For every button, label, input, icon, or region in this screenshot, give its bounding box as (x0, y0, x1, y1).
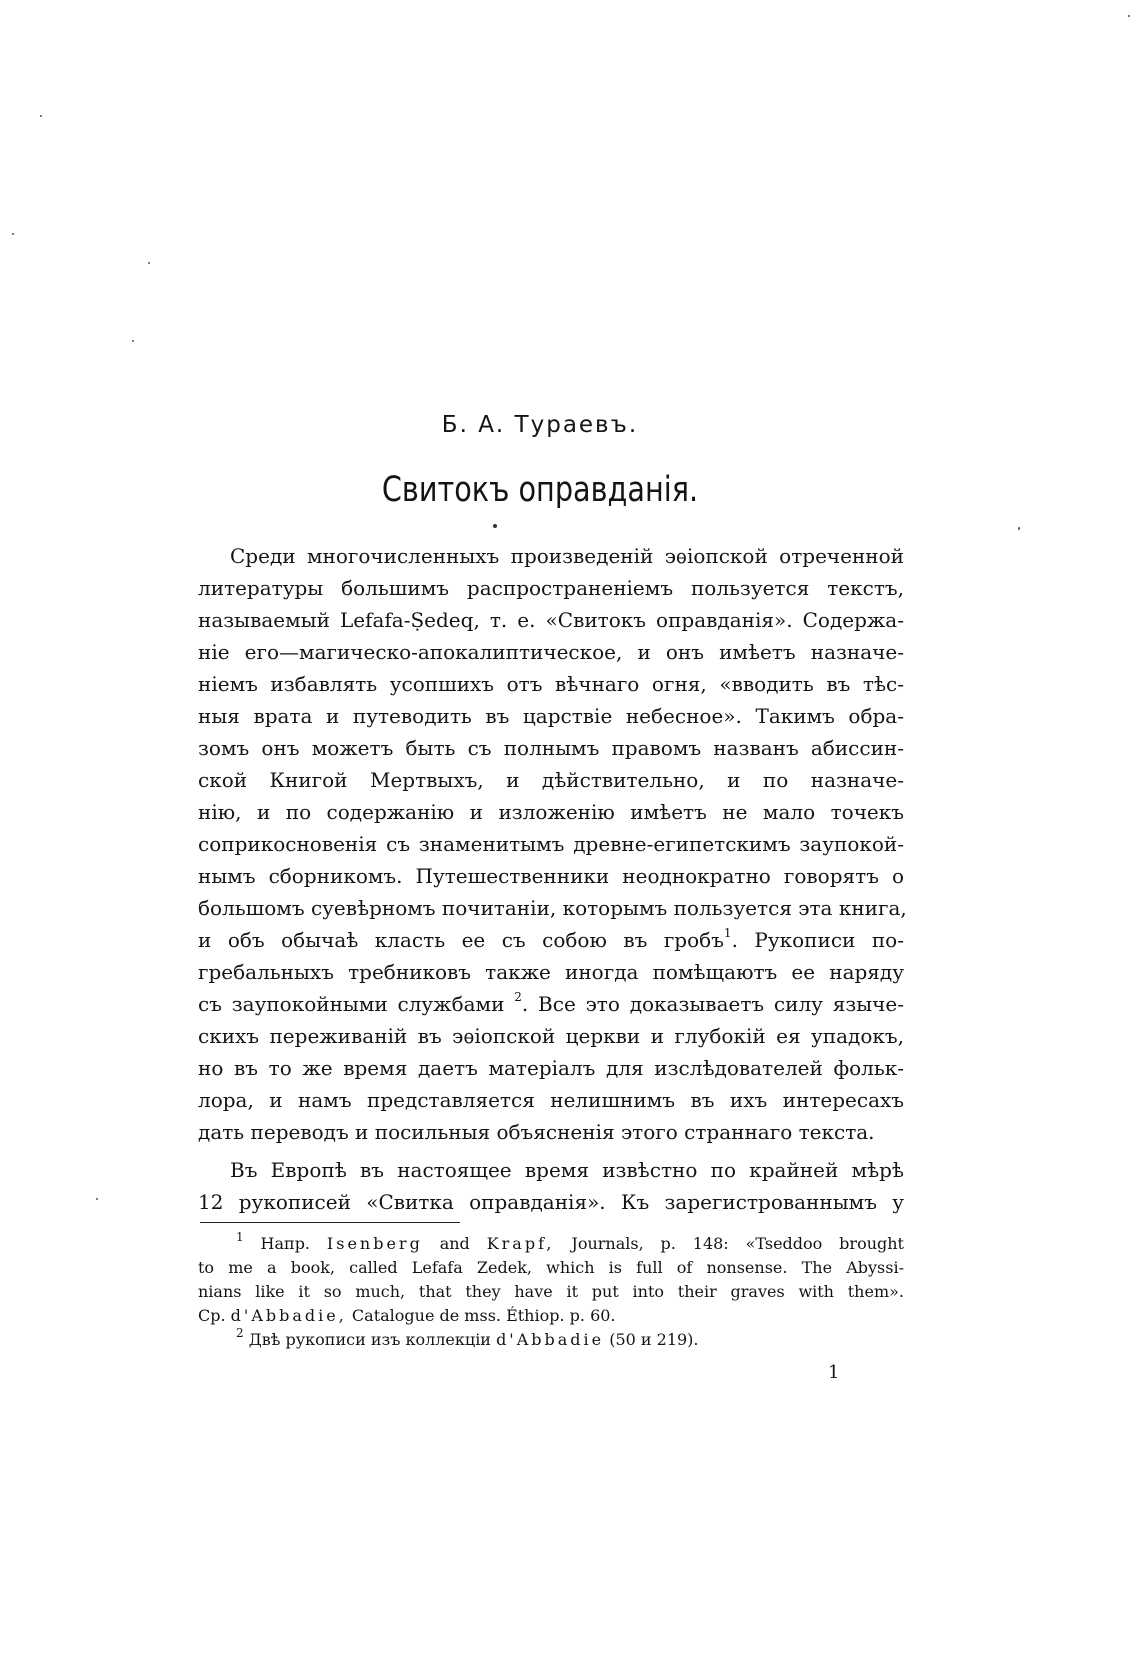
body-line-part: съ заупокойными службами (198, 992, 505, 1016)
body-line: соприкосновенія съ знаменитымъ древне-египетскимъ заупокой- (198, 832, 904, 856)
scan-speck (132, 340, 134, 342)
scan-speck (1128, 15, 1130, 17)
page-number: 1 (828, 1362, 840, 1383)
footnote-text: Двѣ рукописи изъ коллекціи (248, 1330, 491, 1349)
footnote-author: d'Abbadie (496, 1330, 605, 1349)
footnote-ref-2: 2 (514, 990, 522, 1005)
body-line: ніемъ избавлять усопшихъ отъ вѣчнаго огня, «вводить въ тѣс- (198, 672, 904, 696)
body-line: нію, и по содержанію и изложенію имѣетъ не мало точекъ (198, 800, 904, 824)
footnote-1-line: to me a book, called Lefafa Zedek, which is full of nonsense. The Abyssi- (198, 1258, 904, 1277)
body-line: но въ то же время даетъ матеріалъ для изслѣдователей фольк- (198, 1056, 904, 1080)
body-line: ской Книгой Мертвыхъ, и дѣйствительно, и по назначе- (198, 768, 904, 792)
scan-speck (148, 262, 150, 264)
body-line-part: . Все это доказываетъ силу язычe- (521, 992, 904, 1016)
body-line: ныя врата и путеводить въ царствіе небесное». Такимъ обра- (198, 704, 904, 728)
body-line: 12 рукописей «Свитка оправданія». Къ зарегистрованнымъ у (198, 1190, 904, 1214)
footnote-text: Journals, p. 148: «Tseddoo brought (571, 1234, 904, 1253)
body-line: большомъ суевѣрномъ почитаніи, которымъ пользуется эта книга, (198, 896, 907, 920)
footnote-1-line (198, 1304, 904, 1328)
footnote-author: Krapf, (486, 1234, 555, 1253)
scan-speck (1018, 527, 1020, 530)
footnote-author: Isenberg (326, 1234, 423, 1253)
footnote-ref-1: 1 (723, 926, 732, 941)
body-line: Среди многочисленныхъ произведеній эѳіопской отреченной (230, 544, 904, 568)
body-line: гребальныхъ требниковъ также иногда помѣщаютъ ее наряду (198, 960, 904, 984)
footnote-text: Catalogue de mss. Éthiop. p. 60. (351, 1306, 616, 1325)
body-line-with-footnote-ref (198, 924, 904, 956)
footnote-1-line (198, 1229, 904, 1256)
footnote-text: and (439, 1234, 470, 1253)
scan-speck (40, 115, 42, 117)
body-line-part: . Рукописи по- (731, 928, 904, 952)
footnotes (198, 1229, 904, 1352)
body-line: Въ Европѣ въ настоящее время извѣстно по крайней мѣрѣ (230, 1158, 904, 1182)
footnote-author: d'Abbadie, (230, 1306, 347, 1325)
scan-speck (96, 1198, 98, 1200)
footnote-text: Cp. (198, 1306, 226, 1325)
body-line: нымъ сборникомъ. Путешественники неоднократно говорятъ о (198, 864, 904, 888)
footnote-text: Напр. (260, 1234, 311, 1253)
body-paragraphs (198, 540, 907, 1218)
ornament-dot (493, 524, 497, 528)
body-line: зомъ онъ можетъ быть съ полнымъ правомъ названъ абиссин- (198, 736, 904, 760)
footnote-text: (50 и 219). (609, 1330, 699, 1349)
body-line-with-footnote-ref (198, 988, 904, 1020)
footnote-marker-1: 1 (236, 1229, 244, 1244)
body-line: называемый Lefafa-Ṣedeq, т. е. «Свитокъ оправданія». Содержа- (198, 608, 904, 632)
footnote-marker-2: 2 (236, 1325, 244, 1340)
body-line: лора, и намъ представляется нелишнимъ въ ихъ интересахъ (198, 1088, 904, 1112)
footnote-1-line: nians like it so much, that they have it put into their graves with them». (198, 1282, 904, 1301)
scan-speck (12, 233, 14, 235)
body-line: скихъ переживаній въ эѳіопской церкви и глубокій ея упадокъ, (198, 1024, 904, 1048)
body-line: ніе его—магическо-апокалиптическое, и онъ имѣетъ назначе- (198, 640, 904, 664)
body-line: дать переводъ и посильныя объясненія этого страннаго текста. (198, 1120, 875, 1144)
footnote-separator (200, 1222, 460, 1223)
body-line: литературы большимъ распространеніемъ пользуется текстъ, (198, 576, 904, 600)
author-name: Б. А. Тураевъ. (441, 412, 639, 438)
article-title: Свитокъ оправданія. (381, 470, 699, 510)
footnote-2-line (198, 1325, 904, 1352)
body-line-part: и объ обычаѣ класть ее съ собою въ гробъ (198, 928, 724, 952)
